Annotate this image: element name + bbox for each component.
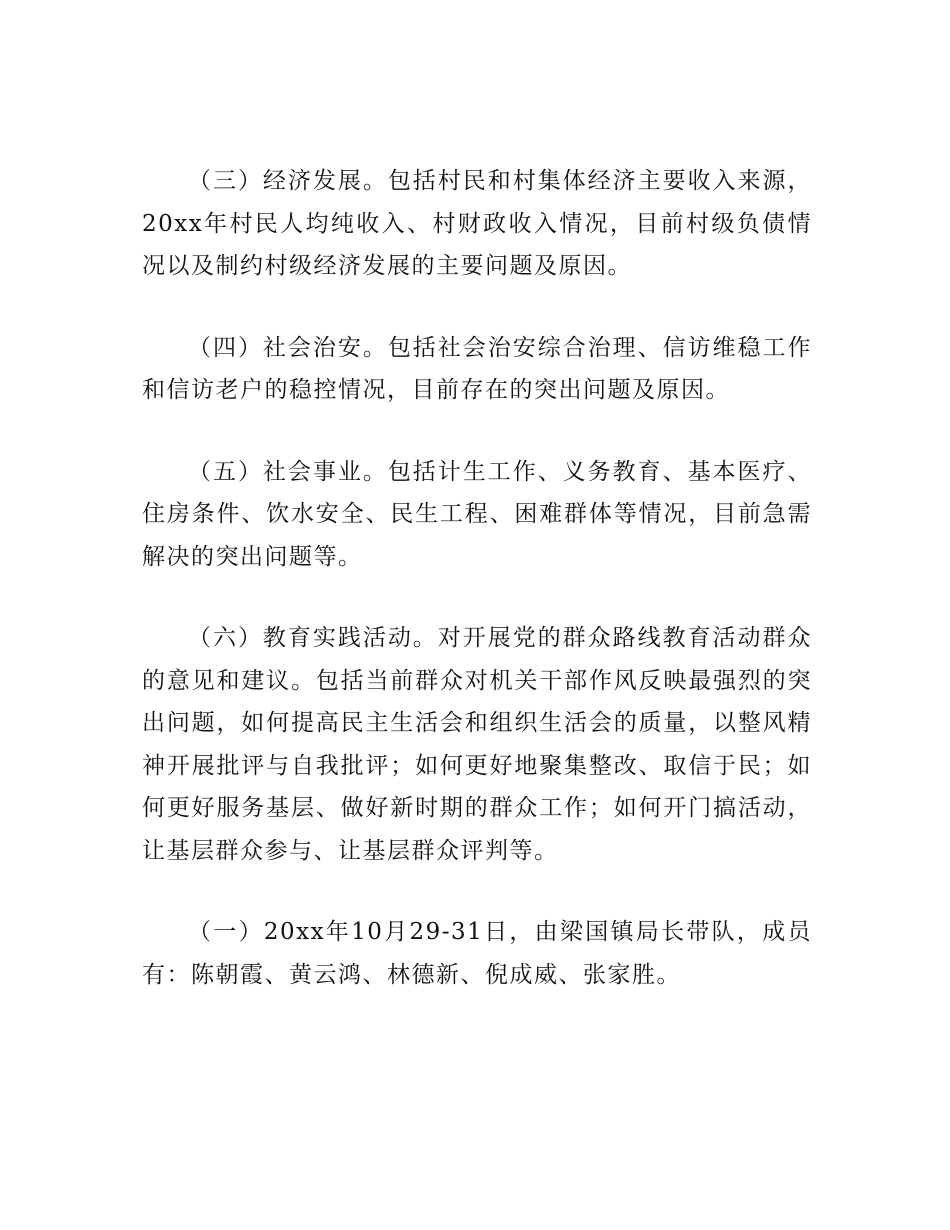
paragraph-education-practice: （六）教育实践活动。对开展党的群众路线教育活动群众的意见和建议。包括当前群众对机关干部作风反映最强烈的突出问题，如何提高民主生活会和组织生活会的质量，以整风精神开展批评与自我批评；如何更好地聚集整改、取信于民；如何更好服务基层、做好新时期的群众工作；如何开门搞活动，让基层群众参与、让基层群众评判等。 [142, 625, 812, 864]
document-body [142, 160, 812, 1035]
paragraph-public-security: （四）社会治安。包括社会治安综合治理、信访维稳工作和信访老户的稳控情况，目前存在的突出问题及原因。 [142, 334, 812, 403]
paragraph-social-undertakings: （五）社会事业。包括计生工作、义务教育、基本医疗、住房条件、饮水安全、民生工程、困难群体等情况，目前急需解决的突出问题等。 [142, 458, 812, 570]
paragraph-team-members: （一）20xx年10月29-31日，由梁国镇局长带队，成员有：陈朝霞、黄云鸿、林德新、倪成威、张家胜。 [142, 919, 812, 988]
paragraph-economic-development: （三）经济发展。包括村民和村集体经济主要收入来源，20xx年村民人均纯收入、村财政收入情况，目前村级负债情况以及制约村级经济发展的主要问题及原因。 [142, 168, 812, 279]
